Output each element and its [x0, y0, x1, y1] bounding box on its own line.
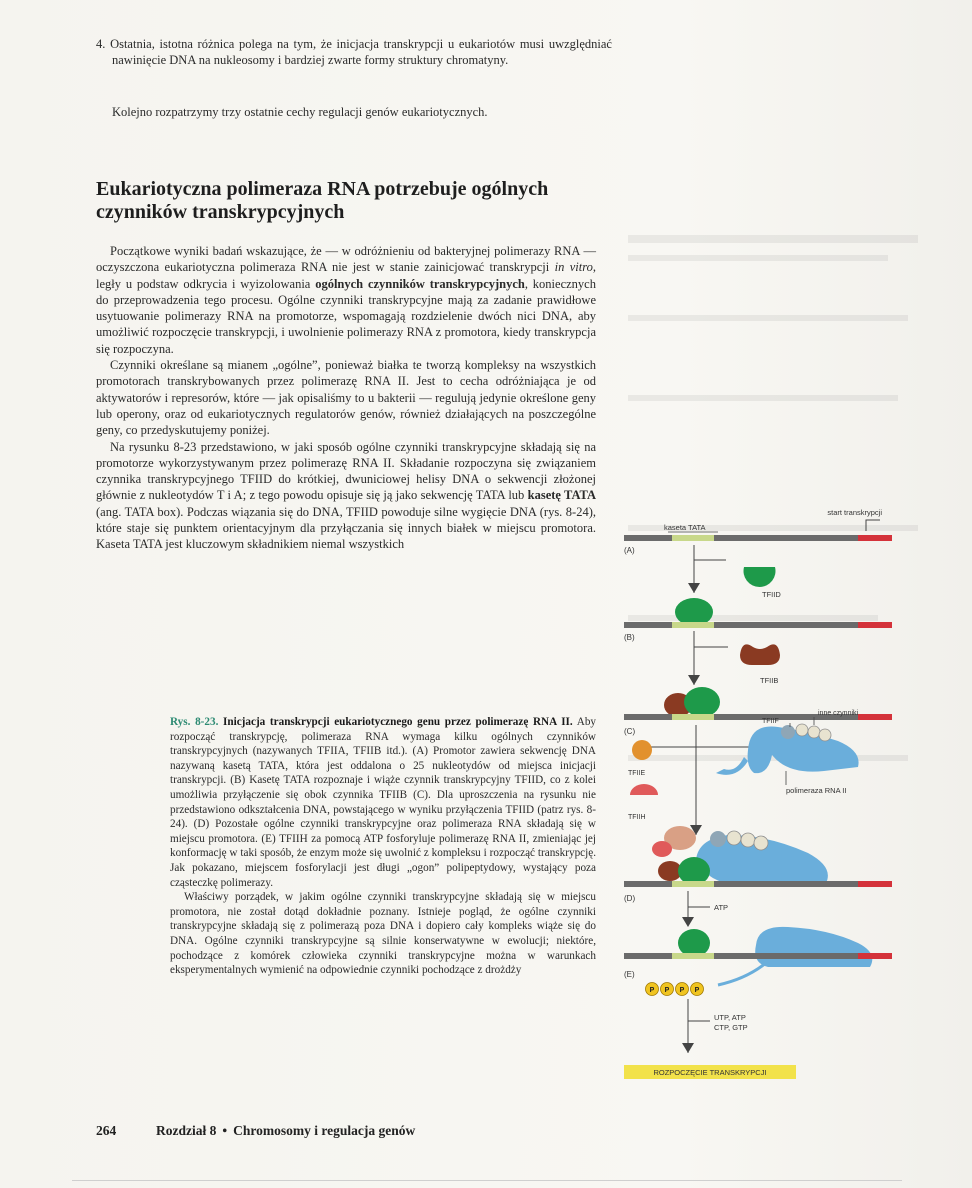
tata-box-label: kaseta TATA — [664, 523, 706, 532]
tfiih-bound-d — [652, 841, 672, 857]
tfiib-protein — [740, 644, 780, 665]
svg-text:P: P — [649, 987, 655, 994]
dna-strand-b — [624, 622, 892, 628]
panel-b-label: (B) — [624, 633, 635, 642]
tfiie-label: TFIIE — [628, 770, 646, 777]
svg-text:P: P — [679, 987, 685, 994]
body-text — [96, 243, 596, 553]
tfiid-bound-c — [684, 687, 720, 717]
caption-paragraph-2: Właściwy porządek, w jakim ogólne czynniki transkrypcyjne składają się w miejscu promotora, nie został dotąd dokładnie poznany. Istnieje pogląd, że ogólne czynniki transkrypcyjne składają się z polimerazą poza DNA i dopiero cały kompleks wiąże się do DNA. Ogólne czynniki transkrypcyjne są silnie konserwatywne w ewolucji; niektóre, pochodzące z komórek człowieka czynniki transkrypcyjne można w warunkach eksperymentalnych wymienić na odpowiednie czynniki pochodzące z drożdży — [170, 891, 596, 977]
tfiid-label: TFIID — [762, 590, 781, 599]
polymerase-tail — [718, 963, 766, 985]
nucleotides-label-2: CTP, GTP — [714, 1023, 748, 1032]
dna-strand-e — [624, 953, 892, 959]
paragraph-1: Początkowe wyniki badań wskazujące, że — w odróżnieniu od bakteryjnej polimerazy RNA — oczyszczona eukariotyczna polimeraza RNA nie jest w stanie zainicjować transkrypcji in vitro, legły u podstaw odkrycia i wyizolowania ogólnych czynników transkrypcyjnych, koniecznych do przeprowadzenia tego procesu. Ogólne czynniki transkrypcyjne mają za zadanie prawidłowe usytuowanie polimerazy RNA na promotorze, wspomagają rozdzielenie dwóch nici DNA, aby umożliwić rozpoczęcie transkrypcji, i uwolnienie polimerazy RNA z promotora, kiedy transkrypcja się rozpoczyna. — [96, 244, 596, 356]
page-number: 264 — [96, 1123, 117, 1138]
panel-e-label: (E) — [624, 970, 635, 979]
dna-strand-a — [624, 535, 892, 541]
tfiif-protein — [781, 725, 795, 739]
start-site-label: start transkrypcji — [827, 508, 882, 517]
other-factor-1 — [796, 724, 808, 736]
tfiid-bound-d — [678, 857, 710, 885]
chapter-label: Rozdział 8 — [156, 1123, 217, 1138]
list-item-4: 4. Ostatnia, istotna różnica polega na tym, że inicjacja transkrypcji u eukariotów musi uwzględniać nawinięcie DNA na nukleosomy i bardziej zwarte formy struktury chromatyny. — [96, 37, 612, 68]
nucleotides-label-1: UTP, ATP — [714, 1013, 746, 1022]
tfiid-bound-e — [678, 929, 710, 957]
footer-separator: • — [222, 1123, 228, 1138]
tfiih-label: TFIIH — [628, 814, 646, 821]
tfiih-protein — [630, 784, 658, 795]
polymerase-label: polimeraza RNA II — [786, 786, 847, 795]
svg-text:P: P — [694, 987, 700, 994]
svg-text:P: P — [664, 987, 670, 994]
figure-caption: Rys. 8-23. Inicjacja transkrypcji eukariotycznego genu przez polimerazę RNA II. Aby rozpocząć transkrypcję, polimeraza RNA wymaga kilku ogólnych czynników transkrypcyjnych (nazywanych TFIIA, TFIIB itd.). (A) Promotor zawiera sekwencję DNA nazywaną kasetą TATA, która jest oddalona o 25 nukleotydów od miejsca inicjacji transkrypcji. (B) Kasetę TATA rozpoznaje i wiąże czynnik transkrypcyjny TFIID, co z kolei umożliwia przyłączenie się obok czynnika TFIIB (C). Dla uproszczenia na rysunku nie przedstawiono odkształcenia DNA, powstającego w wyniku przyłączenia TFIID (patrz rys. 8-24). (D) Pozostałe ogólne czynniki transkrypcyjne oraz polimeraza RNA składają się w miejscu promotora. (E) TFIIH za pomocą ATP fosforyluje polimerazę RNA II, zmieniając jej konformację w taki sposób, że enzym może się uwolnić z kompleksu i rozpocząć transkrypcję. Jak pokazano, miejscem fosforylacji jest długi „ogon” polipeptydowy, wystający poza cząsteczkę polimerazy. Właściwy porządek, w jakim ogólne czynniki transkrypcyjne składają się w miejscu promotora, nie został dotąd dokładnie poznany. Istnieje pogląd, że ogólne czynniki transkrypcyjne składają się z polimerazą poza DNA i dopiero cały kompleks wiąże się do DNA. Ogólne czynniki transkrypcyjne są silnie konserwatywne w ewolucji; niektóre, pochodzące z komórek człowieka czynniki transkrypcyjne można w warunkach eksperymentalnych wymienić na odpowiednie czynniki pochodzące z drożdży — [170, 716, 597, 977]
transition-paragraph: Kolejno rozpatrzymy trzy ostatnie cechy regulacji genów eukariotycznych. — [112, 105, 488, 119]
dna-strand-d — [624, 881, 892, 887]
tfiid-protein — [744, 567, 776, 587]
tfiib-label: TFIIB — [760, 676, 779, 685]
paragraph-3: Na rysunku 8-23 przedstawiono, w jaki sposób ogólne czynniki transkrypcyjne składają się na promotorze wykorzystywanym przez polimerazę RNA II. Składanie rozpoczyna się związaniem czynnika transkrypcyjnego TFIID do krótkiej, dwuniciowej helisy DNA o sekwencji złożonej głównie z nukleotydów T i A; z tego powodu opisuje się ją jako sekwencję TATA lub kasetę TATA (ang. TATA box). Podczas wiązania się do DNA, TFIID powoduje silne wygięcie DNA (rys. 8-24), które staje się punktem orientacyjnym dla przyłączania się innych białek w miejscu promotora. Kaseta TATA jest kluczowym składnikiem niemal wszystkich — [96, 439, 596, 552]
paragraph-2: Czynniki określane są mianem „ogólne”, ponieważ białka te tworzą kompleksy na wszystkich promotorach transkrybowanych przez polimerazę RNA II. Jest to cecha odróżniająca je od aktywatorów i represorów, które — jak opisaliśmy to u bakterii — regulują jedynie określone geny lub operony, oraz od eukariotycznych regulatorów genów, również działających na poszczególne geny, co przedyskutujemy poniżej. — [96, 358, 596, 438]
phosphate-groups — [646, 983, 704, 996]
tfiie-protein — [632, 740, 652, 760]
chapter-title: Chromosomy i regulacja genów — [233, 1123, 416, 1138]
other-factor-2 — [808, 726, 820, 738]
transcription-initiation-figure — [618, 505, 896, 1095]
tfiid-bound-b — [675, 598, 713, 626]
panel-a-label: (A) — [624, 546, 635, 555]
other-factors-label: inne czynniki — [818, 710, 859, 717]
elongating-polymerase — [755, 927, 872, 967]
section-heading: Eukariotyczna polimeraza RNA potrzebuje ogólnych czynników transkrypcyjnych — [96, 178, 549, 223]
other-factor-3 — [819, 729, 831, 741]
caption-label: Rys. 8-23. Inicjacja transkrypcji eukariotycznego genu przez polimerazę RNA II. — [170, 716, 573, 728]
page-edge-line — [72, 1180, 902, 1181]
panel-d-label: (D) — [624, 894, 636, 903]
start-site-arrow — [866, 520, 880, 531]
page-footer — [96, 1123, 415, 1139]
panel-c-label: (C) — [624, 727, 636, 736]
start-transcription-label: ROZPOCZĘCIE TRANSKRYPCJI — [653, 1068, 767, 1077]
tfiif-label: TFIIF — [762, 718, 779, 725]
atp-label: ATP — [714, 903, 729, 912]
tfiif-bound-d — [710, 831, 726, 847]
